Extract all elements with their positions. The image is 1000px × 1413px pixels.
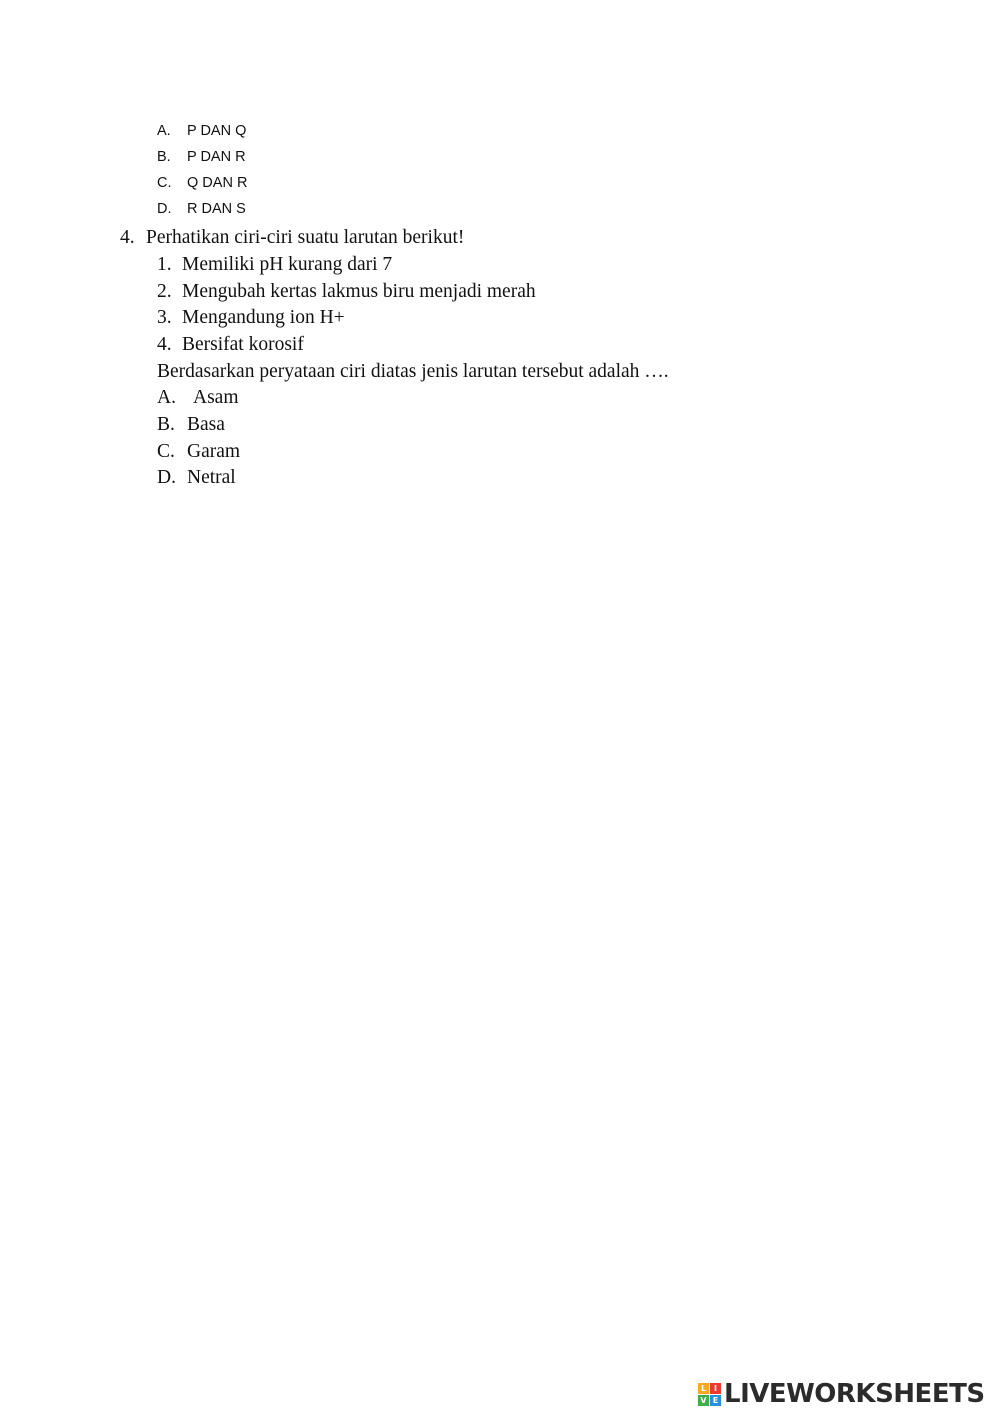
statement-number: 4. — [157, 334, 172, 355]
option-label: B. — [157, 149, 171, 165]
answer-text: Garam — [187, 441, 241, 462]
statement-number: 1. — [157, 254, 172, 275]
option-label: C. — [157, 175, 172, 191]
option-text: P DAN R — [187, 149, 246, 165]
question-number: 4. — [120, 227, 135, 248]
answer-text: Asam — [193, 387, 239, 408]
logo-mark-icon — [698, 1383, 721, 1406]
logo-mark-tile: L — [698, 1383, 709, 1394]
statement-text: Memiliki pH kurang dari 7 — [182, 254, 393, 275]
statement-text: Mengandung ion H+ — [182, 307, 345, 328]
answer-label: D. — [157, 467, 176, 488]
question-prompt: Berdasarkan peryataan ciri diatas jenis larutan tersebut adalah …. — [157, 361, 669, 382]
logo-mark-tile: E — [710, 1395, 721, 1406]
option-text: P DAN Q — [187, 123, 247, 139]
logo-mark-tile: I — [710, 1383, 721, 1394]
logo-text: LIVEWORKSHEETS — [724, 1379, 985, 1409]
statement-text: Bersifat korosif — [182, 334, 304, 355]
answer-label: B. — [157, 414, 175, 435]
statement-text: Mengubah kertas lakmus biru menjadi merah — [182, 281, 536, 302]
option-text: R DAN S — [187, 201, 246, 217]
statement-number: 3. — [157, 307, 172, 328]
logo-mark-tile: V — [698, 1395, 709, 1406]
option-label: A. — [157, 123, 171, 139]
option-label: D. — [157, 201, 172, 217]
answer-text: Netral — [187, 467, 236, 488]
answer-label: A. — [157, 387, 176, 408]
question-text: Perhatikan ciri-ciri suatu larutan berikut! — [146, 227, 465, 248]
liveworksheets-logo[interactable] — [698, 1379, 985, 1409]
answer-label: C. — [157, 441, 175, 462]
answer-text: Basa — [187, 414, 225, 435]
option-text: Q DAN R — [187, 175, 248, 191]
statement-number: 2. — [157, 281, 172, 302]
